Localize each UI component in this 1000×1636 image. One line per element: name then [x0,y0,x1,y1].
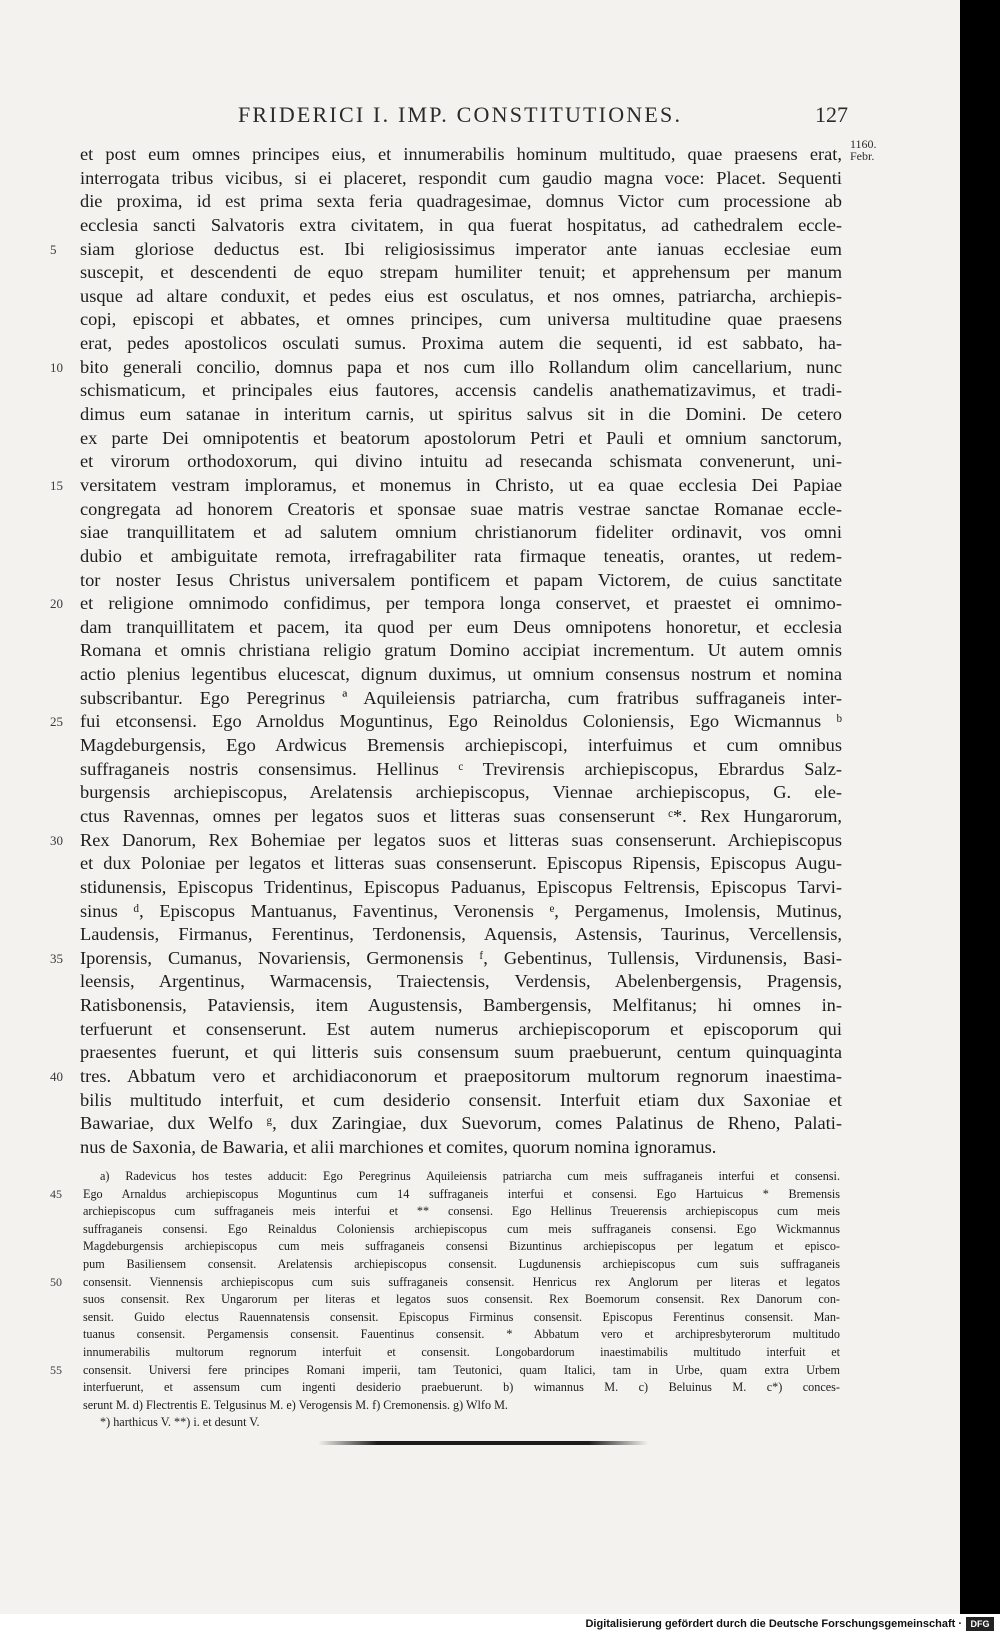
line-text: ctus Ravennas, omnes per legatos suos et litteras suas consenserunt ᶜ*. Rex Hungarorum, [80,805,842,826]
footnote-text: *) harthicus V. **) i. et desunt V. [100,1415,260,1430]
text-line [0,687,960,711]
line-text: Ratisbonensis, Pataviensis, item Augustensis, Bambergensis, Melfitanus; hi omnes in- [80,995,842,1016]
main-text-block [0,143,960,1160]
line-number: 20 [50,596,63,612]
line-text: bilis multitudo interfuit, et cum desiderio consensit. Interfuit etiam dux Saxoniae et [80,1089,842,1110]
line-text: et dux Poloniae per legatos et litteras suas consenserunt. Episcopus Ripensis, Episcopus Augu- [80,853,842,874]
line-text: siam gloriose deductus est. Ibi religiosissimus imperator ante ianuas ecclesiae eum [80,238,842,259]
line-text: erat, pedes apostolicos osculati sumus. Proxima autem die sequenti, id est sabbato, ha- [80,333,842,354]
line-text: ex parte Dei omnipotentis et beatorum apostolorum Petri et Pauli et omnium sanctorum, [80,427,842,448]
line-text: Rex Danorum, Rex Bohemiae per legatos suos et litteras suas consenserunt. Archiepiscopus [80,829,842,850]
running-head [0,102,960,132]
line-text: fui etconsensi. Ego Arnoldus Moguntinus, Ego Reinoldus Coloniensis, Ego Wicmannus ᵇ [80,711,842,732]
footnote-line [0,1238,960,1256]
text-line [0,427,960,451]
line-number: 10 [50,359,63,375]
text-line [0,190,960,214]
line-text: praesentes fuerunt, et qui litteris suis consensum suum praebuerunt, centum quinquaginta [80,1042,842,1063]
line-text: schismaticum, et principales eius fautores, accensis candelis anathematizavimus, et tradi- [80,380,842,401]
text-line [0,852,960,876]
line-text: tor noster Iesus Christus universalem pontificem et papam Victorem, de cuius sanctitate [80,569,842,590]
footnote-line-number: 50 [50,1274,62,1289]
text-line [0,521,960,545]
line-text: interrogata tribus vicibus, si ei placeret, respondit cum gaudio magna voce: Placet. Sequenti [80,167,842,188]
line-text: stidunensis, Episcopus Tridentinus, Episcopus Paduanus, Episcopus Feltrensis, Episcopus Tarvi- [80,876,842,897]
text-line [0,569,960,593]
text-line [0,639,960,663]
text-line [0,1065,960,1089]
line-text: terfuerunt et consenserunt. Est autem numerus archiepiscoporum et episcoporum qui [80,1018,842,1039]
footnote-line [0,1274,960,1292]
text-line [0,616,960,640]
line-number: 30 [50,832,63,848]
end-rule [318,1441,648,1445]
line-number: 40 [50,1068,63,1084]
line-text: dam tranquillitatem et pacem, ita quod per eum Deus omnipotens honoretur, et ecclesia [80,616,842,637]
text-line [0,498,960,522]
text-line [0,1041,960,1065]
text-line [0,356,960,380]
line-text: bito generali concilio, domnus papa et nos cum illo Rollandum olim cancellarium, nunc [80,356,842,377]
line-text: versitatem vestram imploramus, et monemus in Christo, ut ea quae ecclesia Dei Papiae [80,474,842,495]
footnotes-block [0,1168,960,1432]
line-text: actio plenius legentibus elucescat, dignum duximus, ut omnium consensus nostrum et nomina [80,664,842,685]
text-line [0,261,960,285]
text-line [0,876,960,900]
text-line [0,143,960,167]
footnote-line [0,1203,960,1221]
footnote-line [0,1397,960,1415]
text-line [0,167,960,191]
footnote-text: archiepiscopus cum suffraganeis meis interfui et ** consensi. Ego Hellinus Treuerensis archiepiscopus cum meis [83,1204,840,1219]
text-line [0,900,960,924]
footnote-line [0,1186,960,1204]
text-line [0,1136,960,1160]
margin-year: 1160. [850,137,877,151]
line-text: suscepit, et descendenti de equo strepam humiliter tenuit; et apprehensum per manum [80,262,842,283]
footnote-text: Magdeburgensis archiepiscopus cum meis suffraganeis consensi Bizuntinus archiepiscopus per legatum et episco- [83,1239,840,1254]
line-text: leensis, Argentinus, Warmacensis, Traiectensis, Verdensis, Abelenbergensis, Pragensis, [80,971,842,992]
text-line [0,734,960,758]
footnote-text: Ego Arnaldus archiepiscopus Moguntinus cum 14 suffraganeis interfui et consensi. Ego Hartuicus * Bremensis [83,1186,840,1201]
line-number: 35 [50,950,63,966]
line-text: die proxima, id est prima sexta feria quadragesimae, domnus Victor cum processione ab [80,191,842,212]
text-line [0,379,960,403]
text-line [0,923,960,947]
text-line [0,805,960,829]
footnote-text: suos consensit. Rex Ungarorum per literas et legatos suos consensit. Rex Boemorum consensit. Rex Danorum con- [83,1292,840,1307]
line-text: et post eum omnes principes eius, et innumerabilis hominum multitudo, quae praesens erat, [80,144,842,164]
text-line [0,592,960,616]
line-text: et religione omnimodo confidimus, per tempora longa conservet, et praestet ei omnimo- [80,593,842,614]
footnote-line [0,1309,960,1327]
text-line [0,970,960,994]
line-number: 5 [50,241,57,257]
line-number: 15 [50,477,63,493]
text-line [0,1089,960,1113]
line-text: copi, episcopi et abbates, et omnes principes, cum universa multitudine quae praesens [80,309,842,330]
footnote-line [0,1362,960,1380]
text-line [0,285,960,309]
text-line [0,710,960,734]
footnote-line [0,1168,960,1186]
funding-credit: Digitalisierung gefördert durch die Deutsche Forschungsgemeinschaft · [585,1618,962,1630]
line-text: Iporensis, Cumanus, Novariensis, Germonensis ᶠ, Gebentinus, Tullensis, Virdunensis, Basi- [80,947,842,968]
footnote-text: a) Radevicus hos testes adducit: Ego Peregrinus Aquileiensis patriarcha cum meis suffraganeis interfui et consensi. [100,1169,840,1183]
text-line [0,332,960,356]
line-text: dubio et ambiguitate remota, irrefragabiliter rata firmaque teneatis, orantes, ut redem- [80,545,842,566]
line-text: subscribantur. Ego Peregrinus ª Aquileiensis patriarcha, cum fratribus suffraganeis inter- [80,687,842,708]
footer-bar [0,1614,1000,1636]
footnote-text: innumerabilis multorum regnorum interfuit et consensit. Longobardorum inaestimabilis multitudo interfuit et [83,1344,840,1359]
text-line [0,450,960,474]
line-text: usque ad altare conduxit, et pedes eius est osculatus, et nos omnes, patriarcha, archiepis- [80,285,842,306]
text-line [0,1112,960,1136]
footnote-line [0,1344,960,1362]
line-text: ecclesia sancti Salvatoris extra civitatem, in qua fuerat hospitatus, ad cathedralem eccle- [80,214,842,235]
margin-month: Febr. [850,149,875,163]
footnote-line [0,1414,960,1432]
footnote-text: interfuerunt, et assensum cum ingenti desiderio praebuerunt. b) wimannus M. c) Beluinus M. c*) conces- [83,1380,840,1395]
footnote-text: serunt M. d) Flectrentis E. Telgusinus M. e) Verogensis M. f) Cremonensis. g) Wlfo M. [83,1397,508,1412]
text-line [0,1018,960,1042]
text-line [0,474,960,498]
footnote-text: consensit. Viennensis archiepiscopus cum suis suffraganeis consensit. Henricus rex Anglorum per literas et legatos [83,1274,840,1289]
footnote-line [0,1379,960,1397]
line-text: et virorum orthodoxorum, qui divino intuitu ad resecanda schismata convenerunt, uni- [80,451,842,472]
footnote-line-number: 55 [50,1362,62,1377]
footnote-text: suffraganeis consensi. Ego Reinaldus Coloniensis archiepiscopus cum meis suffraganeis consensi. Ego Wickmannus [83,1221,840,1236]
footnote-text: tuanus consensit. Pergamensis consensit. Fauentinus consensit. * Abbatum vero et archipresbyterorum multitudo [83,1327,840,1342]
text-line [0,781,960,805]
line-text: nus de Saxonia, de Bawaria, et alii marchiones et comites, quorum nomina ignoramus. [80,1136,717,1157]
text-line [0,758,960,782]
text-line [0,308,960,332]
line-text: Magdeburgensis, Ego Ardwicus Bremensis archiepiscopi, interfuimus et cum omnibus [80,735,842,756]
line-text: congregata ad honorem Creatoris et sponsae suae matris vestrae sanctae Romanae eccle- [80,498,842,519]
line-text: Romana et omnis christiana religio gratum Domino accipiat incrementum. Ut autem omnis [80,640,842,661]
footnote-line [0,1291,960,1309]
text-line [0,238,960,262]
page-number: 127 [815,102,848,127]
text-line [0,994,960,1018]
text-line [0,663,960,687]
line-text: burgensis archiepiscopus, Arelatensis archiepiscopus, Viennae archiepiscopus, G. ele- [80,782,842,803]
dfg-logo: DFG [966,1617,994,1631]
line-text: suffraganeis nostris consensimus. Hellinus ᶜ Trevirensis archiepiscopus, Ebrardus Salz- [80,758,842,779]
footnote-line-number: 45 [50,1186,62,1201]
text-line [0,545,960,569]
footnote-line [0,1326,960,1344]
text-line [0,214,960,238]
running-title: FRIDERICI I. IMP. CONSTITUTIONES. [238,102,683,127]
line-text: siae tranquillitatem et ad salutem omnium christianorum fideliter ordinavit, vos omni [80,522,842,543]
line-text: Bawariae, dux Welfo ᵍ, dux Zaringiae, dux Suevorum, comes Palatinus de Rheno, Palati- [80,1113,842,1134]
line-text: dimus eum satanae in interitum carnis, ut spiritus salvus sit in die Domini. De cetero [80,404,842,425]
footnote-text: consensit. Universi fere principes Romani imperii, tam Teutonici, quam Italici, tam in Urbe, quam extra Urbem [83,1362,840,1377]
line-text: Laudensis, Firmanus, Ferentinus, Terdonensis, Aquensis, Astensis, Taurinus, Vercellensis, [80,924,842,945]
text-line [0,403,960,427]
text-line [0,947,960,971]
footnote-text: pum Basiliensem consensit. Arelatensis archiepiscopus consensit. Lugdunensis archiepiscopus cum suis suffraganeis [83,1256,840,1271]
line-number: 25 [50,714,63,730]
footnote-text: sensit. Guido electus Rauennatensis consensit. Episcopus Firminus consensit. Episcopus Ferentinus consensit. Man- [83,1309,840,1324]
footnote-line [0,1256,960,1274]
line-text: tres. Abbatum vero et archidiaconorum et praepositorum multorum regnorum inaestima- [80,1065,842,1086]
footnote-line [0,1221,960,1239]
line-text: sinus ᵈ, Episcopus Mantuanus, Faventinus, Veronensis ᵉ, Pergamenus, Imolensis, Mutinus, [80,900,842,921]
text-line [0,829,960,853]
